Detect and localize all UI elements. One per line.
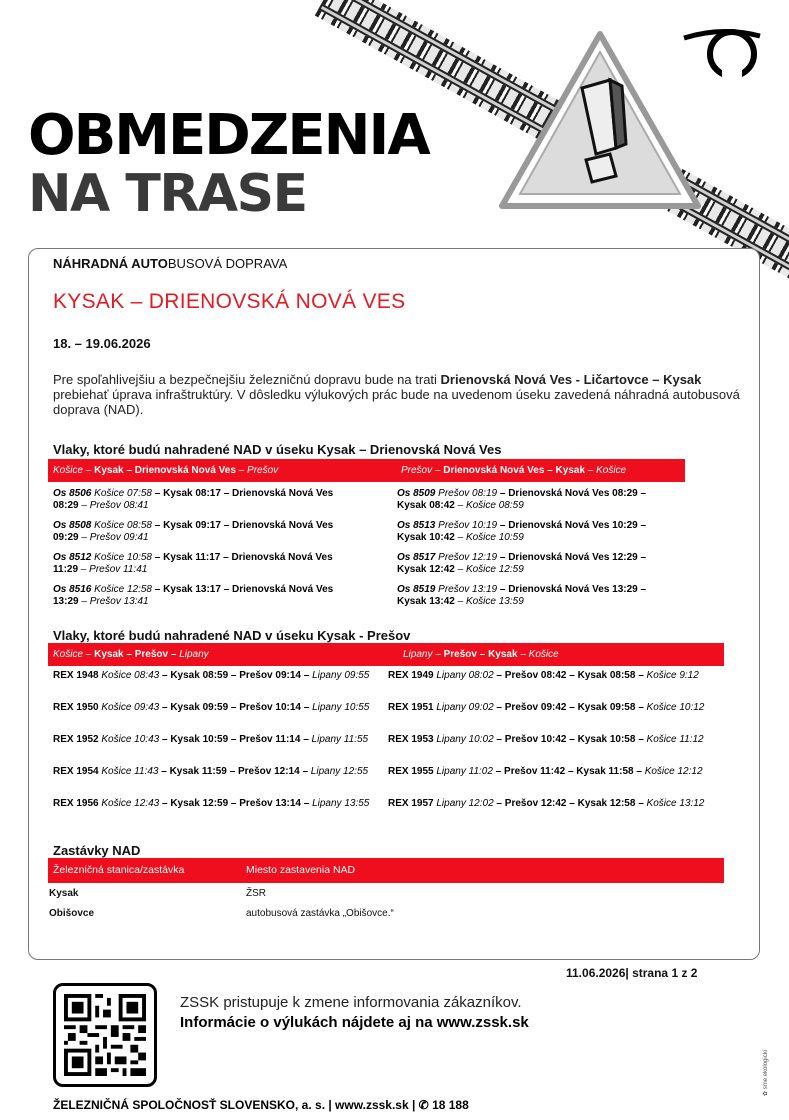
eco-leaf-icon: ✿ [763, 1089, 769, 1096]
train-entry: REX 1956 Košice 12:43 – Kysak 12:59 – Prešov 13:14 – Lipany 13:55 [53, 798, 370, 809]
footer-notice-line1: ZSSK pristupuje k zmene informovania zákazníkov. [180, 994, 522, 1011]
train-entry: Os 8517 Prešov 12:19 – Drienovská Nová Ves 12:29 – Kysak 12:42 – Košice 12:59 [397, 552, 647, 575]
train-entry: REX 1949 Lipany 08:02 – Prešov 08:42 – Kysak 08:58 – Košice 9:12 [388, 670, 699, 681]
footer-notice-link[interactable]: Informácie o výlukách nájdete aj na www.zssk.sk [180, 1014, 529, 1031]
intro-text: Pre spoľahlivejšiu a bezpečnejšiu železničnú dopravu bude na trati Drienovská Nová Ves - Ličartovce – Kysak prebiehať úprava infraštruktúry. V dôsledku výlukových prác bude na uvedenom úseku zavedená náhradná autobusová doprava (NAD). [53, 372, 740, 417]
section1-title: Vlaky, ktoré budú nahradené NAD v úseku Kysak – Drienovská Nová Ves [53, 442, 502, 457]
issue-date-page: 11.06.2026| strana 1 z 2 [566, 966, 698, 980]
category-label: NÁHRADNÁ AUTOBUSOVÁ DOPRAVA [53, 256, 288, 271]
train-entry: Os 8516 Košice 12:58 – Kysak 13:17 – Drienovská Nová Ves 13:29 – Prešov 13:41 [53, 584, 334, 607]
qr-code-icon [53, 983, 157, 1087]
train-entry: REX 1951 Lipany 09:02 – Prešov 09:42 – Kysak 09:58 – Košice 10:12 [388, 702, 705, 713]
train-entry: Os 8513 Prešov 10:19 – Drienovská Nová Ves 10:29 – Kysak 10:42 – Košice 10:59 [397, 520, 647, 543]
train-entry: REX 1948 Košice 08:43 – Kysak 08:59 – Prešov 09:14 – Lipany 09:55 [53, 670, 370, 681]
train-entry: Os 8508 Košice 08:58 – Kysak 09:17 – Drienovská Nová Ves 09:29 – Prešov 09:41 [53, 520, 334, 543]
stop-station: Kysak [49, 888, 79, 899]
stops-title: Zastávky NAD [53, 843, 141, 858]
train-entry: Os 8506 Košice 07:58 – Kysak 08:17 – Drienovská Nová Ves 08:29 – Prešov 08:41 [53, 488, 334, 511]
train-entry: Os 8519 Prešov 13:19 – Drienovská Nová Ves 13:29 – Kysak 13:42 – Košice 13:59 [397, 584, 647, 607]
page-title: OBMEDZENIA [28, 103, 429, 168]
train-entry: Os 8512 Košice 10:58 – Kysak 11:17 – Drienovská Nová Ves 11:29 – Prešov 11:41 [53, 552, 333, 575]
eco-label: ✿ sme ekologickí [763, 1049, 769, 1096]
section2-header-bar: Košice – Kysak – Prešov – Lipany Lipany – Prešov – Kysak – Košice [48, 643, 724, 666]
date-range: 18. – 19.06.2026 [53, 336, 151, 351]
stops-header-bar [48, 858, 724, 883]
train-entry: REX 1957 Lipany 12:02 – Prešov 12:42 – Kysak 12:58 – Košice 13:12 [388, 798, 705, 809]
zssk-logo-icon [682, 24, 762, 80]
section1-header-bar: Košice – Kysak – Drienovská Nová Ves – Prešov Prešov – Drienovská Nová Ves – Kysak – Košice [48, 459, 685, 482]
train-entry: REX 1952 Košice 10:43 – Kysak 10:59 – Prešov 11:14 – Lipany 11:55 [53, 734, 369, 745]
train-entry: Os 8509 Prešov 08:19 – Drienovská Nová Ves 08:29 – Kysak 08:42 – Košice 08:59 [397, 488, 647, 511]
warning-sign-icon [498, 30, 702, 212]
train-entry: REX 1953 Lipany 10:02 – Prešov 10:42 – Kysak 10:58 – Košice 11:12 [388, 734, 704, 745]
stop-place: ŽSR [246, 888, 266, 899]
stops-col2-header: Miesto zastavenia NAD [246, 864, 356, 876]
route-title: KYSAK – DRIENOVSKÁ NOVÁ VES [53, 290, 406, 313]
company-footer: ŽELEZNIČNÁ SPOLOČNOSŤ SLOVENSKO, a. s. | www.zssk.sk | ✆ 18 188 [53, 1098, 469, 1112]
section2-title: Vlaky, ktoré budú nahradené NAD v úseku Kysak - Prešov [53, 628, 411, 643]
train-entry: REX 1954 Košice 11:43 – Kysak 11:59 – Prešov 12:14 – Lipany 12:55 [53, 766, 369, 777]
stop-station: Obišovce [49, 908, 95, 919]
stops-col1-header: Železničná stanica/zastávka [53, 864, 185, 876]
stop-place: autobusová zastávka „Obišovce.“ [246, 908, 394, 919]
train-entry: REX 1955 Lipany 11:02 – Prešov 11:42 – Kysak 11:58 – Košice 12:12 [388, 766, 703, 777]
page-subtitle: NA TRASE [28, 164, 307, 224]
train-entry: REX 1950 Košice 09:43 – Kysak 09:59 – Prešov 10:14 – Lipany 10:55 [53, 702, 370, 713]
